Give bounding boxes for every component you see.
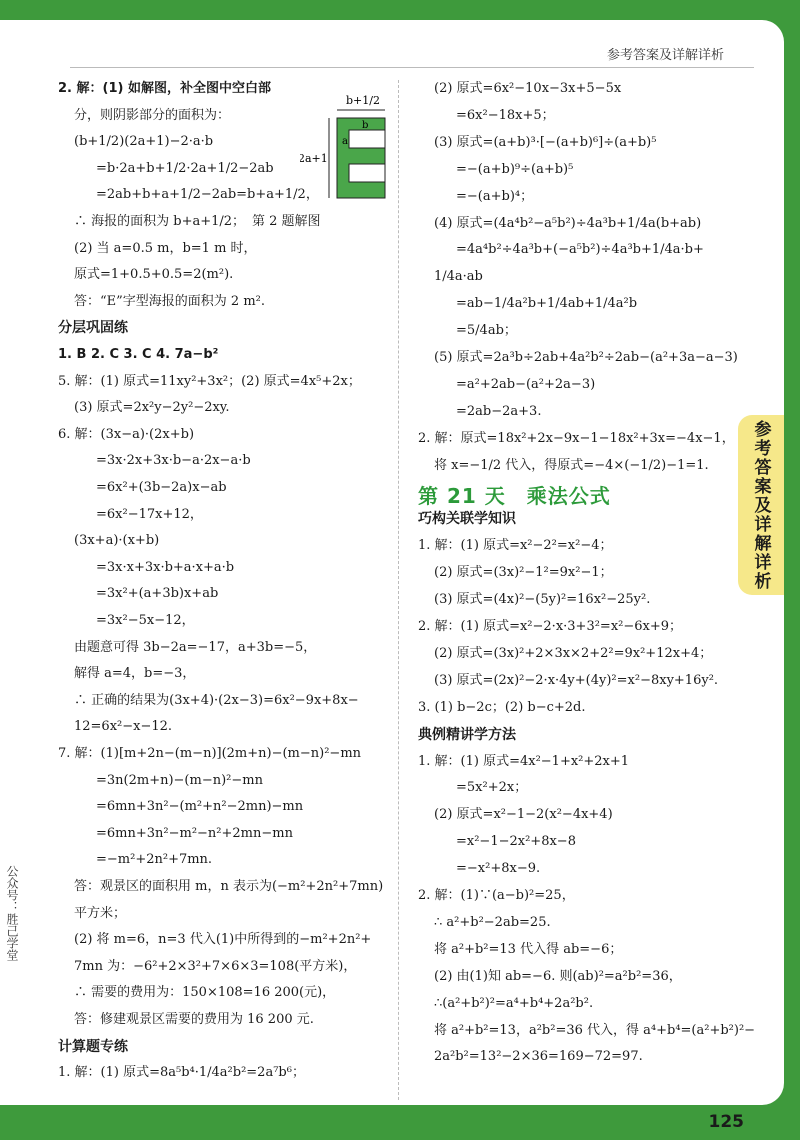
- text-line: ∴ 正确的结果为(3x+4)·(2x−3)=6x²−9x+8x−: [74, 692, 359, 708]
- text-line: 典例精讲学方法: [418, 726, 516, 743]
- text-line: =2ab−2a+3.: [456, 403, 542, 419]
- text-line: 答：“E”字型海报的面积为 2 m².: [74, 293, 265, 309]
- text-line: ∴ 海报的面积为 b+a+1/2；: [74, 214, 246, 229]
- text-line: 第 21 天 乘法公式: [418, 483, 611, 508]
- text-line: 2. 解：原式=18x²+2x−9x−1−18x²+3x=−4x−1，: [418, 430, 735, 446]
- fig-left-label: 2a+1: [300, 152, 328, 165]
- text-line: ∴ 需要的费用为：150×108=16 200(元)，: [74, 985, 336, 1001]
- text-line: 原式=1+0.5+0.5=2(m²).: [74, 267, 234, 283]
- text-line: 5. 解：(1) 原式=11xy²+3x²；(2) 原式=4x⁵+2x；: [58, 373, 361, 389]
- text-line: (2) 将 m=6，n=3 代入(1)中所得到的−m²+2n²+: [74, 932, 372, 948]
- text-line: 2. 解：(1)∵(a−b)²=25，: [418, 888, 575, 903]
- text-line: 将 x=−1/2 代入，得原式=−4×(−1/2)−1=1.: [434, 457, 709, 473]
- text-line: (4) 原式=(4a⁴b²−a⁵b²)÷4a³b+1/4a(b+ab): [434, 215, 702, 231]
- text-line: 分层巩固练: [58, 320, 128, 337]
- text-line: =b·2a+b+1/2·2a+1/2−2ab: [96, 160, 274, 176]
- text-line: =ab−1/4a²b+1/4ab+1/4a²b: [456, 296, 638, 312]
- text-line: ∴(a²+b²)²=a⁴+b⁴+2a²b².: [434, 995, 594, 1011]
- text-line: =6x²+(3b−2a)x−ab: [96, 480, 227, 495]
- text-line: (3) 原式=(a+b)³·[−(a+b)⁶]÷(a+b)⁵: [434, 134, 657, 150]
- text-line: (3x+a)·(x+b): [74, 533, 160, 549]
- text-line: 计算题专练: [58, 1038, 128, 1055]
- text-line: 由题意可得 3b−2a=−17，a+3b=−5，: [74, 639, 317, 655]
- text-line: ∴ a²+b²−2ab=25.: [434, 914, 551, 930]
- text-line: 答：观景区的面积用 m，n 表示为(−m²+2n²+7mn): [74, 879, 384, 894]
- text-line: 将 a²+b²=13，a²b²=36 代入，得 a⁴+b⁴=(a²+b²)²−: [434, 1022, 756, 1038]
- side-tab-label: 参考答案及详解详析: [750, 419, 771, 591]
- text-line: 平方米；: [74, 905, 127, 921]
- e-shape-diagram: [300, 90, 400, 210]
- text-line: =2ab+b+a+1/2−2ab=b+a+1/2，: [96, 187, 319, 203]
- text-line: 1. 解：(1) 原式=x²−2²=x²−4；: [418, 538, 613, 554]
- text-line: =−(a+b)⁹÷(a+b)⁵: [456, 161, 574, 177]
- text-line: =5x²+2x；: [456, 780, 528, 796]
- text-line: =6mn+3n²−(m²+n²−2mn)−mn: [96, 799, 304, 815]
- text-line: (5) 原式=2a³b÷2ab+4a²b²÷2ab−(a²+3a−a−3): [434, 350, 738, 365]
- text-line: (3) 原式=(4x)²−(5y)²=16x²−25y².: [434, 592, 651, 608]
- text-line: 2a²b²=13²−2×36=169−72=97.: [434, 1049, 643, 1065]
- text-line: =3x·x+3x·b+a·x+a·b: [96, 559, 235, 575]
- side-note: 公众号：胜己学堂: [5, 865, 19, 961]
- text-line: =6mn+3n²−m²−n²+2mn−mn: [96, 825, 293, 841]
- page-number: 125: [708, 1112, 744, 1132]
- text-line: 3. (1) b−2c；(2) b−c+2d.: [418, 699, 586, 715]
- text-line: 2. 解：(1) 如解图，补全图中空白部: [58, 81, 271, 96]
- text-line: 1. 解：(1) 原式=4x²−1+x²+2x+1: [418, 753, 630, 769]
- text-line: =3x²−5x−12，: [96, 613, 195, 628]
- text-line: 分，则阴影部分的面积为：: [74, 107, 231, 123]
- text-line: 将 a²+b²=13 代入得 ab=−6；: [434, 941, 623, 957]
- text-line: (2) 原式=(3x)²+2×3x×2+2²=9x²+12x+4；: [434, 645, 713, 661]
- text-line: (3) 原式=2x²y−2y²−2xy.: [74, 400, 230, 416]
- text-line: 巧构关联学知识: [418, 511, 516, 528]
- text-line: (2) 当 a=0.5 m，b=1 m 时，: [74, 240, 257, 256]
- text-line: (2) 原式=x²−1−2(x²−4x+4): [434, 807, 613, 823]
- header-rule: [70, 67, 754, 68]
- text-line: 2. 解：(1) 原式=x²−2·x·3+3²=x²−6x+9；: [418, 619, 683, 634]
- fig-inner-a: a: [342, 136, 348, 147]
- text-line: (2) 原式=6x²−10x−3x+5−5x: [434, 81, 622, 96]
- fig-inner-b: b: [362, 120, 369, 131]
- page: [0, 20, 784, 1105]
- text-line: =a²+2ab−(a²+2a−3): [456, 376, 596, 392]
- text-line: =−(a+b)⁴；: [456, 188, 534, 204]
- text-line: =4a⁴b²÷4a³b+(−a⁵b²)÷4a³b+1/4a·b+: [456, 242, 704, 258]
- text-line: (2) 由(1)知 ab=−6. 则(ab)²=a²b²=36，: [434, 968, 682, 984]
- figure-caption: 第 2 题解图: [252, 214, 321, 229]
- text-line: =6x²−17x+12，: [96, 506, 203, 522]
- text-line: =3n(2m+n)−(m−n)²−mn: [96, 772, 263, 788]
- column-divider: [398, 80, 399, 1100]
- text-line: 12=6x²−x−12.: [74, 719, 173, 735]
- text-line: 1. 解：(1) 原式=8a⁵b⁴·1/4a²b²=2a⁷b⁶；: [58, 1065, 305, 1081]
- text-line: (b+1/2)(2a+1)−2·a·b: [74, 134, 214, 150]
- text-line: =3x·2x+3x·b−a·2x−a·b: [96, 453, 251, 469]
- text-line: =x²−1−2x²+8x−8: [456, 834, 576, 850]
- text-line: 7mn 为：−6²+2×3²+7×6×3=108(平方米)，: [74, 958, 357, 974]
- text-line: =−m²+2n²+7mn.: [96, 852, 213, 868]
- text-line: =5/4ab；: [456, 323, 517, 339]
- fig-top-label: b+1/2: [346, 94, 380, 107]
- text-line: 7. 解：(1)[m+2n−(m−n)](2m+n)−(m−n)²−mn: [58, 746, 362, 761]
- text-line: 6. 解：(3x−a)·(2x+b): [58, 426, 195, 442]
- text-line: 1. B 2. C 3. C 4. 7a−b²: [58, 347, 219, 362]
- text-line: =3x²+(a+3b)x+ab: [96, 586, 219, 602]
- text-line: (2) 原式=(3x)²−1²=9x²−1；: [434, 565, 613, 581]
- solution-figure: [300, 90, 400, 230]
- text-line: =−x²+8x−9.: [456, 861, 541, 877]
- text-line: 1/4a·ab: [434, 269, 483, 285]
- side-tab: [738, 415, 784, 595]
- text-line: =6x²−18x+5；: [456, 107, 555, 123]
- text-line: 解得 a=4，b=−3，: [74, 666, 196, 682]
- text-line: (3) 原式=(2x)²−2·x·4y+(4y)²=x²−8xy+16y².: [434, 672, 719, 688]
- text-line: 答：修建观景区需要的费用为 16 200 元.: [74, 1012, 314, 1027]
- running-header: 参考答案及详解详析: [606, 48, 724, 63]
